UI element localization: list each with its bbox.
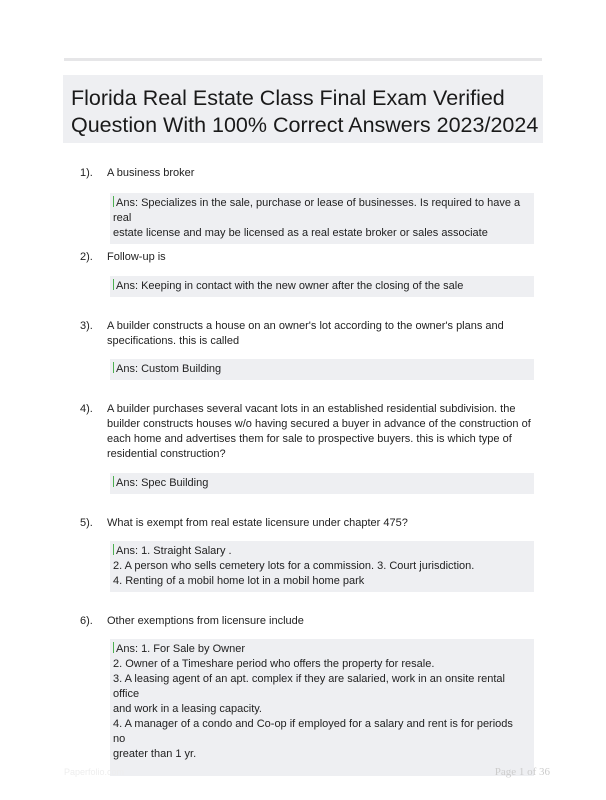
page-number: Page 1 of 36 [494, 766, 550, 778]
answer-6 [110, 639, 534, 776]
answer-line: Ans: Specializes in the sale, purchase or lease of businesses. Is required to have a real [113, 197, 521, 224]
answer-line: greater than 1 yr. [113, 748, 197, 760]
question-text: Follow-up is [107, 251, 166, 263]
question-text: A builder purchases several vacant lots in an established residential subdivision. the builder constructs houses w/o having secured a buyer in advance of the construction of each home and advertises them for sale to prospective buyers. this is which type of residential construction? [107, 403, 531, 460]
title-line-1: Florida Real Estate Class Final Exam Verified [71, 86, 505, 110]
top-divider [64, 58, 542, 61]
answer-2 [110, 276, 534, 297]
answer-1 [110, 193, 534, 244]
answer-line: Ans: 1. Straight Salary . [113, 544, 528, 559]
answer-marker [113, 544, 114, 555]
answer-line: 2. Owner of a Timeshare period who offers the property for resale. [113, 658, 435, 670]
question-number: 2). [80, 251, 93, 263]
question-number: 5). [80, 517, 93, 529]
answer-line: Ans: 1. For Sale by Owner [113, 642, 528, 657]
answer-line: Ans: Keeping in contact with the new owner after the closing of the sale [113, 279, 528, 294]
question-number: 3). [80, 320, 93, 332]
answer-line: 4. Renting of a mobil home lot in a mobil home park [113, 575, 365, 587]
answer-5 [110, 541, 534, 592]
answer-4 [110, 473, 534, 494]
answer-marker [113, 279, 114, 290]
question-text: A business broker [107, 167, 195, 179]
footer-watermark: Paperfolio.com [64, 767, 125, 777]
title-line-2: Question With 100% Correct Answers 2023/2024 [71, 113, 539, 137]
answer-line: and work in a leasing capacity. [113, 703, 262, 715]
question-number: 4). [80, 403, 93, 415]
answer-line: Ans: Custom Building [113, 362, 528, 377]
answer-marker [113, 196, 114, 207]
answer-line: Ans: Spec Building [113, 476, 528, 491]
question-text: What is exempt from real estate licensure under chapter 475? [107, 517, 408, 529]
document-title [71, 85, 543, 139]
answer-line: 2. A person who sells cemetery lots for a commission. 3. Court jurisdiction. [113, 560, 475, 572]
title-banner [63, 75, 543, 143]
answer-line: estate license and may be licensed as a real estate broker or sales associate [113, 227, 488, 239]
question-number: 1). [80, 167, 93, 179]
answer-line: 3. A leasing agent of an apt. complex if they are salaried, work in an onsite rental office [113, 673, 505, 700]
answer-marker [113, 476, 114, 487]
question-number: 6). [80, 615, 93, 627]
question-text: A builder constructs a house on an owner's lot according to the owner's plans and specifications. this is called [107, 320, 504, 347]
answer-marker [113, 362, 114, 373]
answer-line: 4. A manager of a condo and Co-op if employed for a salary and rent is for periods no [113, 718, 513, 745]
question-text: Other exemptions from licensure include [107, 615, 304, 627]
answer-marker [113, 642, 114, 653]
answer-3 [110, 359, 534, 380]
